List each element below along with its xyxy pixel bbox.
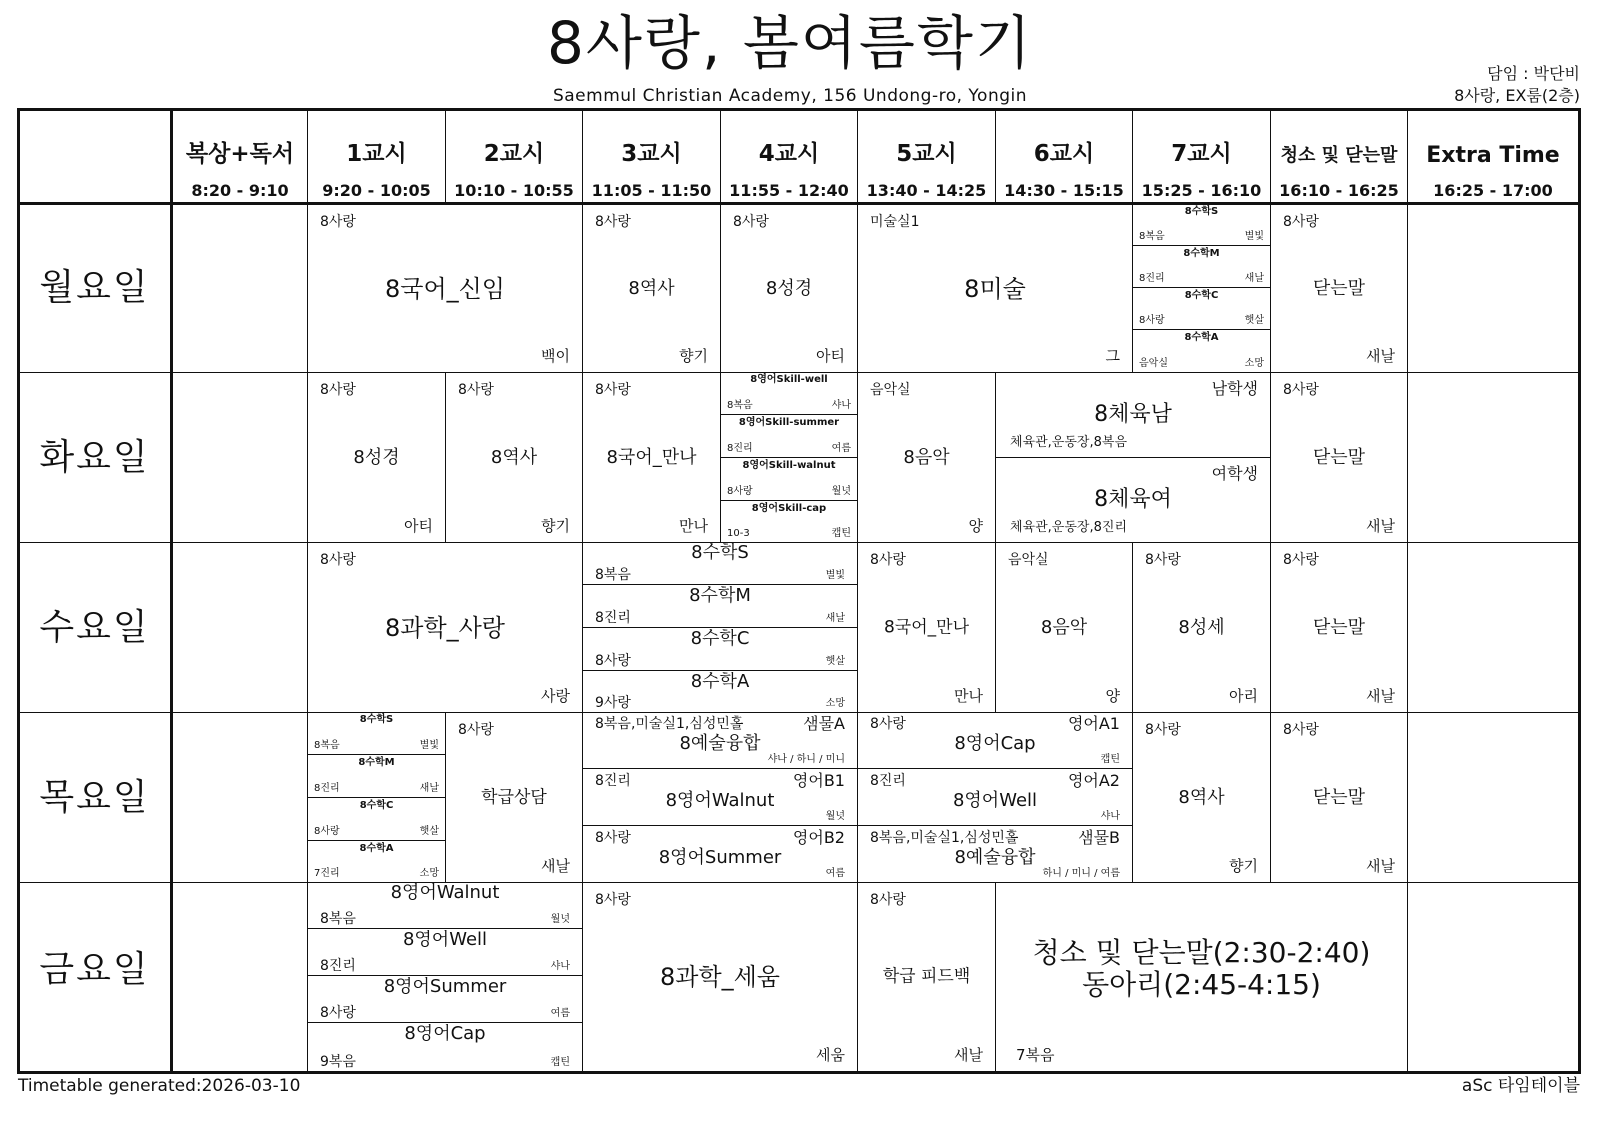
lesson-teacher: 아티: [816, 347, 845, 365]
english-cap-a1[interactable]: [858, 713, 1132, 769]
lesson-subject: 8성경: [353, 446, 400, 468]
period-name: 청소 및 닫는말: [1280, 145, 1398, 166]
lesson-teacher: 만나: [679, 517, 708, 535]
group-teachers: 캡틴: [1100, 754, 1120, 765]
group-subject: 8예술융합: [954, 847, 1036, 868]
pe-group: 남학생: [1211, 379, 1258, 398]
group-teacher: 캡틴: [831, 528, 851, 539]
mon-korean-lesson[interactable]: [308, 205, 582, 372]
lesson-subject: 학급 피드백: [882, 966, 971, 987]
lesson-room: 8사랑: [320, 214, 356, 230]
group-subject: 8수학A: [690, 672, 750, 692]
english-well[interactable]: [308, 930, 582, 976]
thu-p56-split: [858, 713, 1132, 882]
class-room: 8사랑, EX룸(2층): [1454, 86, 1580, 105]
arts-fusion-b[interactable]: [858, 827, 1132, 882]
group-teacher: 샤나: [831, 400, 851, 411]
tue-korean-lesson[interactable]: [583, 373, 720, 542]
group-subject: 8수학C: [1184, 290, 1219, 301]
arts-fusion-a[interactable]: [583, 713, 857, 769]
period-time: 13:40 - 14:25: [866, 181, 987, 200]
mon-art-lesson[interactable]: [858, 205, 1132, 372]
lesson-teacher: 새날: [1366, 857, 1395, 875]
group-room: 8복음: [314, 740, 340, 751]
lesson-room: 8사랑: [733, 214, 769, 230]
thu-history-lesson[interactable]: [1133, 713, 1270, 882]
group-subject: 8영어Well: [952, 790, 1038, 811]
period-name: 2교시: [483, 141, 545, 167]
mon-bible-lesson[interactable]: [721, 205, 857, 372]
lesson-subject: 8역사: [1178, 786, 1225, 808]
lesson-room: 음악실: [1008, 552, 1049, 568]
lesson-room: 8사랑: [458, 722, 494, 738]
group-room: 8진리: [314, 783, 340, 794]
group-subject: 8영어Skill-well: [750, 374, 828, 385]
english-walnut[interactable]: [308, 883, 582, 929]
group-room: 7진리: [314, 868, 340, 879]
thu-math-split: [308, 713, 445, 882]
lesson-subject: 8음악: [1040, 616, 1088, 638]
lesson-teacher: 양: [968, 517, 983, 535]
group-room: 8진리: [870, 773, 906, 789]
lesson-subject: 8과학_세움: [659, 963, 780, 991]
period-time: 11:05 - 11:50: [591, 181, 712, 200]
lesson-subject: 닫는말: [1312, 786, 1366, 808]
lesson-room: 8사랑: [1283, 214, 1319, 230]
group-teacher: 새날: [419, 783, 439, 794]
lesson-teacher: 아티: [404, 517, 433, 535]
lesson-teacher: 새날: [954, 1046, 983, 1064]
generated-date: Timetable generated:2026-03-10: [18, 1076, 301, 1096]
group-teacher: 소망: [825, 698, 845, 709]
lesson-room: 음악실: [870, 382, 911, 398]
group-room: 10-3: [727, 528, 750, 539]
group-room: 8사랑: [870, 716, 906, 732]
group-room: 9사랑: [595, 695, 631, 711]
header-period-5: [858, 111, 995, 202]
group-room: 8진리: [320, 958, 356, 974]
math-group-s[interactable]: [1133, 205, 1270, 246]
day-label-wed: 수요일: [39, 607, 150, 648]
group-room: 8진리: [1139, 273, 1165, 284]
lesson-teacher: 새날: [1366, 687, 1395, 705]
lesson-room: 미술실1: [870, 214, 920, 230]
group-teachers: 샤나: [1100, 811, 1120, 822]
thu-closing-lesson[interactable]: [1271, 713, 1407, 882]
period-time: 16:25 - 17:00: [1433, 181, 1553, 200]
header-period-4: [721, 111, 857, 202]
group-subject: 8영어Cap: [954, 733, 1036, 754]
lesson-subject: 닫는말: [1312, 446, 1366, 468]
fri-science-lesson[interactable]: [583, 883, 857, 1071]
math-group-a[interactable]: [308, 842, 445, 882]
thu-counsel-lesson[interactable]: [446, 713, 582, 882]
activity-line-1: 청소 및 닫는말(2:30-2:40): [1032, 936, 1371, 969]
mon-history-lesson[interactable]: [583, 205, 720, 372]
math-group-m[interactable]: [583, 586, 857, 628]
homeroom-teacher: 담임 : 박단비: [1487, 64, 1580, 83]
group-subject: 8수학C: [359, 800, 394, 811]
group-teacher: 샤나: [550, 961, 570, 972]
lesson-teacher: 향기: [541, 517, 570, 535]
lesson-subject: 8성경: [765, 277, 813, 299]
group-room: 9복음: [320, 1054, 356, 1070]
english-skill-well[interactable]: [721, 373, 857, 415]
lesson-room: 8사랑: [595, 892, 631, 908]
pe-subject: 8체육남: [1094, 402, 1172, 427]
group-subject: 8영어Walnut: [665, 790, 775, 811]
lesson-subject: 8성세: [1178, 616, 1225, 638]
group-room: 8복음,미술실1,심성민홀: [870, 830, 1019, 846]
lesson-room: 8사랑: [595, 214, 631, 230]
lesson-subject: 닫는말: [1312, 277, 1366, 299]
pe-group: 여학생: [1211, 464, 1258, 483]
group-teacher: 소망: [1244, 358, 1264, 369]
lesson-subject: 8음악: [903, 446, 950, 468]
period-time: 8:20 - 9:10: [191, 181, 289, 200]
group-teacher: 여름: [831, 443, 851, 454]
period-time: 15:25 - 16:10: [1141, 181, 1262, 200]
group-room: 8사랑: [1139, 315, 1165, 326]
day-label-fri: 금요일: [39, 949, 150, 990]
group-name: 샘물A: [803, 714, 845, 733]
header-period-2: [446, 111, 582, 202]
group-teachers: 월넛: [825, 811, 845, 822]
wed-science-lesson[interactable]: [308, 543, 582, 712]
math-group-s[interactable]: [583, 543, 857, 585]
activity-line-2: 동아리(2:45-4:15): [1082, 968, 1321, 1001]
group-subject: 8영어Summer: [658, 847, 782, 868]
english-skill-cap[interactable]: [721, 502, 857, 542]
group-subject: 8영어Well: [402, 930, 488, 950]
period-time: 10:10 - 10:55: [454, 181, 574, 200]
lesson-teacher: 새날: [541, 857, 570, 875]
english-skill-summer[interactable]: [721, 416, 857, 458]
group-teacher: 소망: [419, 868, 439, 879]
group-room: 8사랑: [595, 653, 631, 669]
group-teacher: 별빛: [419, 740, 439, 751]
wed-music-lesson[interactable]: [996, 543, 1132, 712]
wed-korean-lesson[interactable]: [858, 543, 995, 712]
period-time: 14:30 - 15:15: [1004, 181, 1124, 200]
english-skill-walnut[interactable]: [721, 459, 857, 501]
period-name: 6교시: [1033, 141, 1095, 167]
group-subject: 8영어Walnut: [390, 883, 500, 903]
group-teacher: 새날: [1244, 273, 1264, 284]
group-teacher: 햇살: [419, 826, 439, 837]
group-subject: 8수학A: [359, 843, 394, 854]
english-well-a2[interactable]: [858, 770, 1132, 826]
group-teachers: 여름: [825, 868, 845, 879]
lesson-room: 8사랑: [320, 382, 356, 398]
period-name: 3교시: [621, 141, 682, 167]
pe-place: 체육관,운동장,8복음: [1010, 435, 1127, 450]
lesson-teacher: 백이: [541, 347, 570, 365]
english-summer[interactable]: [308, 977, 582, 1023]
group-teacher: 별빛: [825, 570, 845, 581]
day-label-tue: 화요일: [39, 437, 150, 478]
group-teacher: 월넛: [550, 914, 570, 925]
fri-feedback-lesson[interactable]: [858, 883, 995, 1071]
mon-closing-lesson[interactable]: [1271, 205, 1407, 372]
mon-math-split: [1133, 205, 1270, 372]
header-period-7: [1133, 111, 1270, 202]
school-subtitle: Saemmul Christian Academy, 156 Undong-ro, Yongin: [552, 86, 1028, 106]
tue-bible-lesson[interactable]: [308, 373, 445, 542]
math-group-c[interactable]: [1133, 289, 1270, 330]
math-group-c[interactable]: [583, 629, 857, 671]
lesson-subject: 8국어_신임: [384, 274, 505, 303]
group-subject: 8영어Skill-walnut: [742, 460, 836, 471]
math-group-m[interactable]: [1133, 247, 1270, 288]
lesson-teacher: 향기: [1229, 857, 1258, 875]
period-name: 4교시: [758, 141, 820, 167]
lesson-subject: 8국어_만나: [883, 617, 969, 637]
group-subject: 8수학S: [691, 543, 749, 563]
lesson-teacher: 만나: [954, 687, 983, 705]
header-period-3: [583, 111, 720, 202]
period-name: 1교시: [346, 141, 407, 167]
tue-english-skill-split: [721, 373, 857, 542]
fri-english-split: [308, 883, 582, 1071]
group-name: 영어B1: [792, 771, 845, 790]
period-time: 16:10 - 16:25: [1279, 181, 1399, 200]
group-room: 8사랑: [727, 486, 753, 497]
group-subject: 8수학A: [1184, 332, 1219, 343]
tue-pe-girls[interactable]: [996, 458, 1270, 542]
math-group-m[interactable]: [308, 756, 445, 798]
group-subject: 8영어Skill-summer: [738, 417, 840, 428]
tue-history-lesson[interactable]: [446, 373, 582, 542]
group-name: 영어A2: [1067, 771, 1120, 790]
lesson-subject: 8역사: [628, 277, 675, 299]
period-name: 5교시: [896, 141, 957, 167]
lesson-subject: 닫는말: [1312, 616, 1366, 638]
group-room: 8진리: [595, 773, 631, 789]
group-subject: 8수학M: [1183, 248, 1220, 259]
group-subject: 8영어Skill-cap: [751, 503, 827, 514]
header-extra-time: [1408, 111, 1578, 202]
english-walnut-b1[interactable]: [583, 770, 857, 826]
group-teacher: 새날: [825, 613, 845, 624]
lesson-teacher: 양: [1105, 687, 1120, 705]
group-room: 8복음: [320, 911, 356, 927]
lesson-room: 8사랑: [870, 552, 906, 568]
header-closing: [1271, 111, 1407, 202]
lesson-subject: 8역사: [490, 446, 538, 468]
activity-room: 7복음: [1016, 1046, 1055, 1064]
tue-music-lesson[interactable]: [858, 373, 995, 542]
group-name: 영어B2: [792, 828, 845, 847]
lesson-teacher: 아리: [1229, 687, 1258, 705]
group-room: 8복음: [1139, 231, 1165, 242]
group-room: 8진리: [727, 443, 753, 454]
lesson-teacher: 사랑: [541, 687, 570, 705]
math-group-s[interactable]: [308, 713, 445, 755]
group-teacher: 별빛: [1244, 231, 1264, 242]
group-room: 8복음: [595, 567, 631, 583]
period-name: 7교시: [1171, 141, 1232, 167]
period-time: 9:20 - 10:05: [322, 181, 431, 200]
group-subject: 8수학M: [358, 757, 395, 768]
group-subject: 8영어Summer: [383, 977, 507, 997]
group-teachers: 하니 / 미니 / 여름: [1042, 868, 1120, 879]
period-name: 복상+독서: [185, 141, 295, 167]
lesson-teacher: 향기: [679, 347, 708, 365]
tue-pe-boys[interactable]: [996, 373, 1270, 457]
group-subject: 8수학S: [359, 714, 394, 725]
lesson-room: 8사랑: [1145, 552, 1181, 568]
lesson-room: 8사랑: [1283, 722, 1319, 738]
lesson-teacher: 새날: [1366, 347, 1395, 365]
fri-afternoon-activity[interactable]: [996, 883, 1407, 1071]
timetable-grid: [17, 108, 1581, 1074]
day-label-mon: 월요일: [39, 267, 150, 308]
header-period-6: [996, 111, 1132, 202]
math-group-a[interactable]: [1133, 331, 1270, 372]
english-cap[interactable]: [308, 1024, 582, 1071]
group-teacher: 햇살: [1244, 315, 1264, 326]
group-subject: 8수학C: [690, 629, 750, 649]
lesson-teacher: 세움: [816, 1046, 845, 1064]
page-title: 8사랑, 봄여름학기: [547, 9, 1033, 77]
math-group-c[interactable]: [308, 799, 445, 841]
group-subject: 8수학S: [1184, 206, 1219, 217]
group-subject: 8예술융합: [679, 733, 761, 754]
wed-closing-lesson[interactable]: [1271, 543, 1407, 712]
lesson-subject: 8미술: [964, 274, 1026, 303]
group-subject: 8영어Cap: [404, 1024, 486, 1044]
lesson-room: 8사랑: [870, 892, 906, 908]
lesson-room: 8사랑: [1283, 552, 1319, 568]
wed-math-split: [583, 543, 857, 712]
group-room: 8복음: [727, 400, 753, 411]
lesson-room: 8사랑: [595, 382, 631, 398]
group-teachers: 샤나 / 하니 / 미니: [767, 754, 845, 765]
header-morning: [173, 111, 307, 202]
pe-place: 체육관,운동장,8진리: [1010, 520, 1127, 535]
group-room: 8사랑: [595, 830, 631, 846]
tue-closing-lesson[interactable]: [1271, 373, 1407, 542]
group-room: 8진리: [595, 610, 631, 626]
wed-club-lesson[interactable]: [1133, 543, 1270, 712]
header-period-1: [308, 111, 445, 202]
group-room: 8복음,미술실1,심성민홀: [595, 716, 744, 732]
group-teacher: 햇살: [825, 656, 845, 667]
group-teacher: 여름: [550, 1008, 570, 1019]
lesson-subject: 8과학_사랑: [384, 613, 505, 642]
group-room: 8사랑: [320, 1005, 356, 1021]
app-credit: aSc 타임테이블: [1461, 1076, 1580, 1096]
group-room: 8사랑: [314, 826, 340, 837]
lesson-subject: 학급상담: [481, 787, 547, 807]
lesson-teacher: 그: [1105, 347, 1120, 365]
thu-p34-split: [583, 713, 857, 882]
period-name: Extra Time: [1426, 143, 1560, 168]
group-teacher: 월넛: [831, 486, 851, 497]
group-room: 음악실: [1139, 358, 1168, 369]
english-summer-b2[interactable]: [583, 827, 857, 882]
period-time: 11:55 - 12:40: [729, 181, 849, 200]
group-subject: 8수학M: [689, 586, 751, 606]
lesson-subject: 8국어_만나: [606, 446, 697, 468]
lesson-teacher: 새날: [1366, 517, 1395, 535]
group-teacher: 캡틴: [550, 1057, 570, 1068]
group-name: 샘물B: [1078, 828, 1120, 847]
pe-subject: 8체육여: [1094, 487, 1172, 512]
math-group-a[interactable]: [583, 672, 857, 712]
group-name: 영어A1: [1067, 714, 1120, 733]
day-label-thu: 목요일: [39, 777, 150, 818]
lesson-room: 8사랑: [1283, 382, 1319, 398]
lesson-room: 8사랑: [458, 382, 494, 398]
lesson-room: 8사랑: [1145, 722, 1181, 738]
lesson-room: 8사랑: [320, 552, 356, 568]
